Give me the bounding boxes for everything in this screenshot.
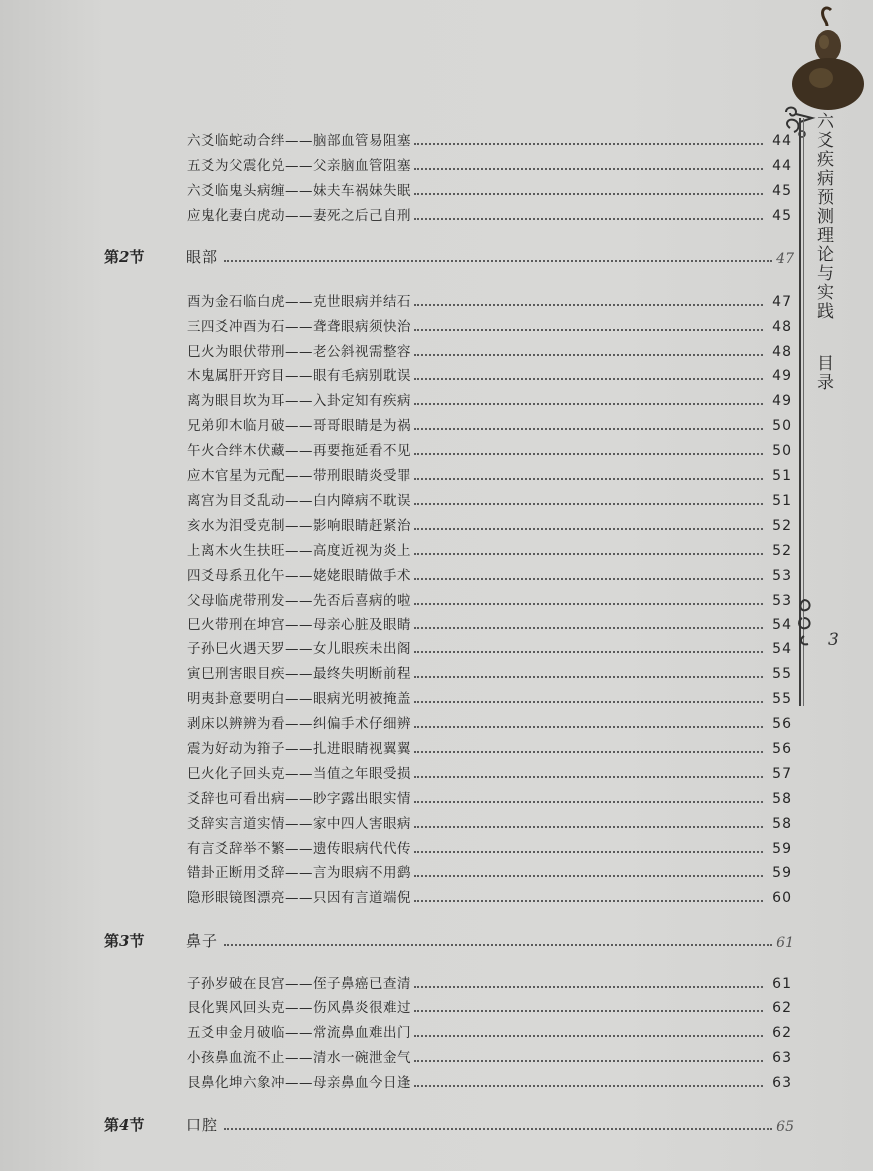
toc-entry[interactable]: 离宫为目爻乱动——白内障病不耽误 51	[187, 493, 792, 509]
leader-dots	[414, 218, 763, 220]
toc-entry[interactable]: 隐形眼镜图漂亮——只因有言道端倪 60	[187, 890, 792, 906]
leader-dots	[414, 403, 763, 405]
leader-dots	[224, 1128, 772, 1130]
section-page: 65	[776, 1119, 794, 1135]
leader-dots	[414, 528, 763, 530]
leader-dots	[414, 875, 763, 877]
toc-entry[interactable]: 五爻为父震化兑——父亲脑血管阻塞 44	[187, 158, 792, 174]
section-heading[interactable]	[104, 243, 794, 267]
leader-dots	[414, 304, 763, 306]
section-name: 鼻子	[186, 932, 219, 950]
leader-dots	[414, 503, 763, 505]
leader-dots	[414, 453, 763, 455]
toc-entry[interactable]: 六爻临鬼头病缠——妹夫车祸妹失眠 45	[187, 183, 792, 199]
leader-dots	[414, 378, 763, 380]
leader-dots	[414, 751, 763, 753]
running-head-vertical	[810, 112, 836, 392]
toc-entry[interactable]: 爻辞也可看出病——眇字露出眼实情 58	[187, 791, 792, 807]
leader-dots	[414, 143, 763, 145]
section-heading[interactable]	[104, 1111, 794, 1135]
toc-entry[interactable]: 寅巳刑害眼目疾——最终失明断前程 55	[187, 666, 792, 682]
leader-dots	[414, 478, 763, 480]
toc-entry[interactable]: 爻辞实言道实情——家中四人害眼病 58	[187, 816, 792, 832]
toc-entry[interactable]: 午火合绊木伏藏——再要拖延看不见 50	[187, 443, 792, 459]
toc-entry[interactable]: 五爻申金月破临——常流鼻血难出门 62	[187, 1025, 792, 1041]
toc-entry[interactable]: 明夷卦意要明白——眼病光明被掩盖 55	[187, 691, 792, 707]
toc-entry[interactable]: 艮鼻化坤六象冲——母亲鼻血今日逢 63	[187, 1075, 792, 1091]
page-number: 3	[828, 630, 839, 650]
section-number: 第4节	[104, 1116, 145, 1134]
leader-dots	[414, 1060, 763, 1062]
toc-entry[interactable]: 错卦正断用爻辞——言为眼病不用鹞 59	[187, 865, 792, 881]
toc-entry[interactable]: 离为眼目坎为耳——入卦定知有疾病 49	[187, 393, 792, 409]
toc-entry[interactable]: 父母临虎带刑发——先否后喜病的啦 53	[187, 593, 792, 609]
book-section: 目录	[813, 353, 833, 392]
leader-dots	[414, 651, 763, 653]
toc-entry[interactable]: 应木官星为元配——带刑眼睛炎受罪 51	[187, 468, 792, 484]
leader-dots	[414, 1010, 763, 1012]
toc-entry[interactable]: 三四爻冲酉为石——聋聋眼病须快治 48	[187, 319, 792, 335]
toc-entry[interactable]: 子孙岁破在艮宫——侄子鼻癌已查清 61	[187, 976, 792, 992]
toc-entry[interactable]: 木鬼属肝开窍目——眼有毛病别耽误 49	[187, 368, 792, 384]
leader-dots	[414, 900, 763, 902]
toc-entry[interactable]: 巳火化子回头克——当值之年眼受损 57	[187, 766, 792, 782]
leader-dots	[224, 260, 772, 262]
leader-dots	[414, 627, 763, 629]
section-number: 第2节	[104, 248, 145, 266]
toc-entry[interactable]: 震为好动为箝子——扎进眼睛视翼翼 56	[187, 741, 792, 757]
leader-dots	[414, 1035, 763, 1037]
leader-dots	[414, 701, 763, 703]
section-name: 口腔	[186, 1116, 219, 1134]
toc-entry[interactable]: 亥水为泪受克制——影响眼睛赶紧治 52	[187, 518, 792, 534]
section-page: 61	[776, 935, 794, 951]
leader-dots	[414, 851, 763, 853]
leader-dots	[414, 193, 763, 195]
section-name: 眼部	[186, 248, 219, 266]
leader-dots	[414, 329, 763, 331]
toc-entry[interactable]: 六爻临蛇动合绊——脑部血管易阻塞 44	[187, 133, 792, 149]
toc-entry[interactable]: 兄弟卯木临月破——哥哥眼睛是为祸 50	[187, 418, 792, 434]
leader-dots	[414, 776, 763, 778]
toc-entry[interactable]: 巳火为眼伏带刑——老公斜视需整容 48	[187, 344, 792, 360]
toc-entry[interactable]: 四爻母系丑化午——姥姥眼睛做手术 53	[187, 568, 792, 584]
leader-dots	[414, 1085, 763, 1087]
section-heading[interactable]	[104, 927, 794, 951]
gourd-ornament-icon	[787, 6, 867, 110]
leader-dots	[414, 578, 763, 580]
toc-entry[interactable]: 有言爻辞举不繁——遗传眼病代代传 59	[187, 841, 792, 857]
leader-dots	[414, 603, 763, 605]
toc-entry[interactable]: 酉为金石临白虎——克世眼病并结石 47	[187, 294, 792, 310]
leader-dots	[414, 553, 763, 555]
toc-entry[interactable]: 巳火带刑在坤宫——母亲心脏及眼睛 54	[187, 617, 792, 633]
leader-dots	[414, 986, 763, 988]
leader-dots	[414, 428, 763, 430]
toc-entry[interactable]: 子孙巳火遇天罗——女儿眼疾未出阁 54	[187, 641, 792, 657]
leader-dots	[414, 676, 763, 678]
section-page: 47	[776, 251, 794, 267]
section-number: 第3节	[104, 932, 145, 950]
leader-dots	[414, 726, 763, 728]
toc-entry[interactable]: 小孩鼻血流不止——清水一碗泄金气 63	[187, 1050, 792, 1066]
toc-entry[interactable]: 剥床以辨辨为看——纠偏手术仔细辨 56	[187, 716, 792, 732]
toc-entry[interactable]: 艮化巽风回头克——伤风鼻炎很难过 62	[187, 1000, 792, 1016]
toc-entry[interactable]: 上离木火生扶旺——高度近视为炎上 52	[187, 543, 792, 559]
leader-dots	[414, 801, 763, 803]
folio-scroll-icon	[796, 596, 826, 646]
toc-entry[interactable]: 应鬼化妻白虎动——妻死之后己自刑 45	[187, 208, 792, 224]
leader-dots	[414, 168, 763, 170]
book-title: 六爻疾病预测理论与实践	[813, 112, 833, 321]
leader-dots	[224, 944, 772, 946]
leader-dots	[414, 354, 763, 356]
leader-dots	[414, 826, 763, 828]
